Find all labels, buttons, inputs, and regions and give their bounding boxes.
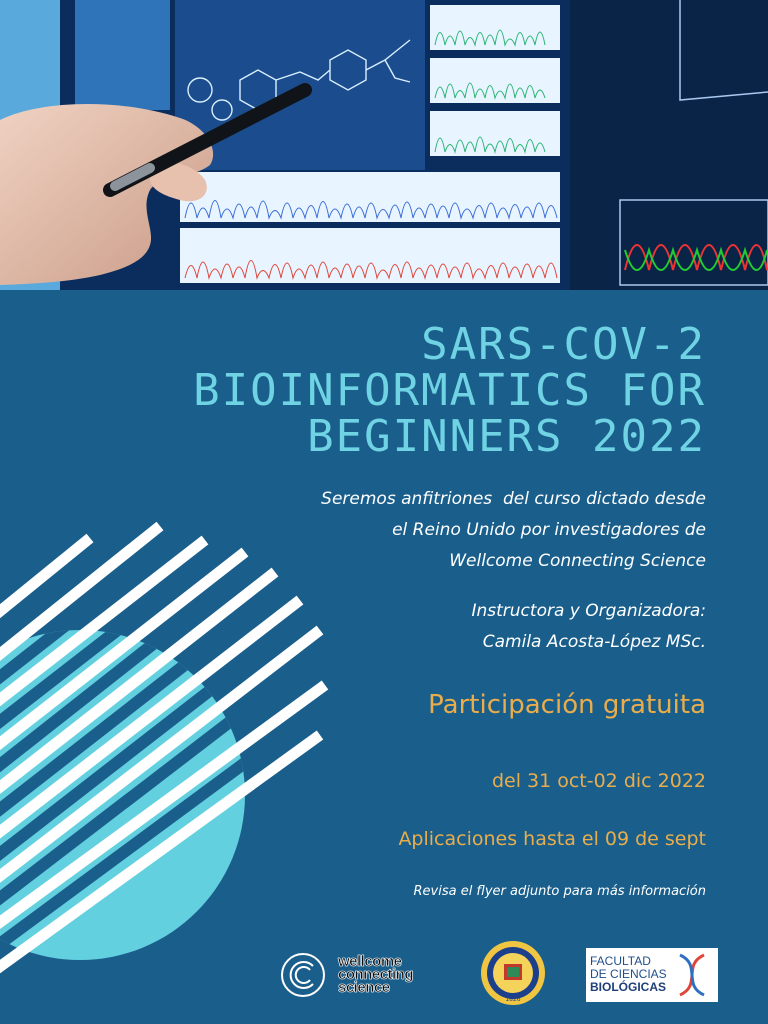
- description-line-1: Seremos anfitriones del curso dictado desde: [321, 489, 706, 509]
- faculty-word-3: BIOLÓGICAS: [590, 980, 667, 994]
- wellcome-word-1: wellcome: [338, 953, 402, 970]
- description-line-2: el Reino Unido por investigadores de: [392, 520, 706, 540]
- description-line-3: Wellcome Connecting Science: [449, 551, 706, 571]
- wellcome-wordmark: [338, 955, 413, 994]
- logos-row: [0, 940, 768, 1010]
- header-photo: [0, 0, 768, 290]
- uce-seal-icon: [478, 940, 548, 1006]
- participation-label: Participación gratuita: [428, 690, 706, 720]
- instructor-role: Instructora y Organizadora:: [471, 601, 706, 621]
- uce-year: 1826: [505, 996, 521, 1003]
- wellcome-word-3: science: [338, 979, 390, 996]
- course-dates: del 31 oct-02 dic 2022: [491, 770, 706, 792]
- wellcome-c-icon: [280, 952, 330, 998]
- course-description: [186, 484, 706, 577]
- flyer-note: Revisa el flyer adjunto para más información: [413, 884, 706, 899]
- application-deadline: Aplicaciones hasta el 09 de sept: [398, 828, 706, 850]
- bioinformatics-screen-image: [0, 0, 768, 290]
- instructor-info: [186, 596, 706, 658]
- faculty-word-1: FACULTAD: [590, 954, 651, 968]
- wellcome-word-2: connecting: [338, 966, 414, 983]
- universidad-central-seal: [478, 940, 548, 1006]
- facultad-ciencias-biologicas-logo: [586, 948, 718, 1002]
- course-title: [193, 319, 706, 462]
- title-line-3: BEGINNERS 2022: [307, 411, 706, 462]
- instructor-name: Camila Acosta-López MSc.: [482, 632, 706, 652]
- wellcome-connecting-science-logo: [280, 952, 440, 998]
- title-line-2: BIOINFORMATICS FOR: [193, 365, 706, 416]
- faculty-wordmark: [590, 955, 667, 994]
- title-line-1: SARS-COV-2: [421, 319, 706, 370]
- faculty-word-2: DE CIENCIAS: [590, 967, 667, 981]
- dna-icon: [672, 950, 712, 1000]
